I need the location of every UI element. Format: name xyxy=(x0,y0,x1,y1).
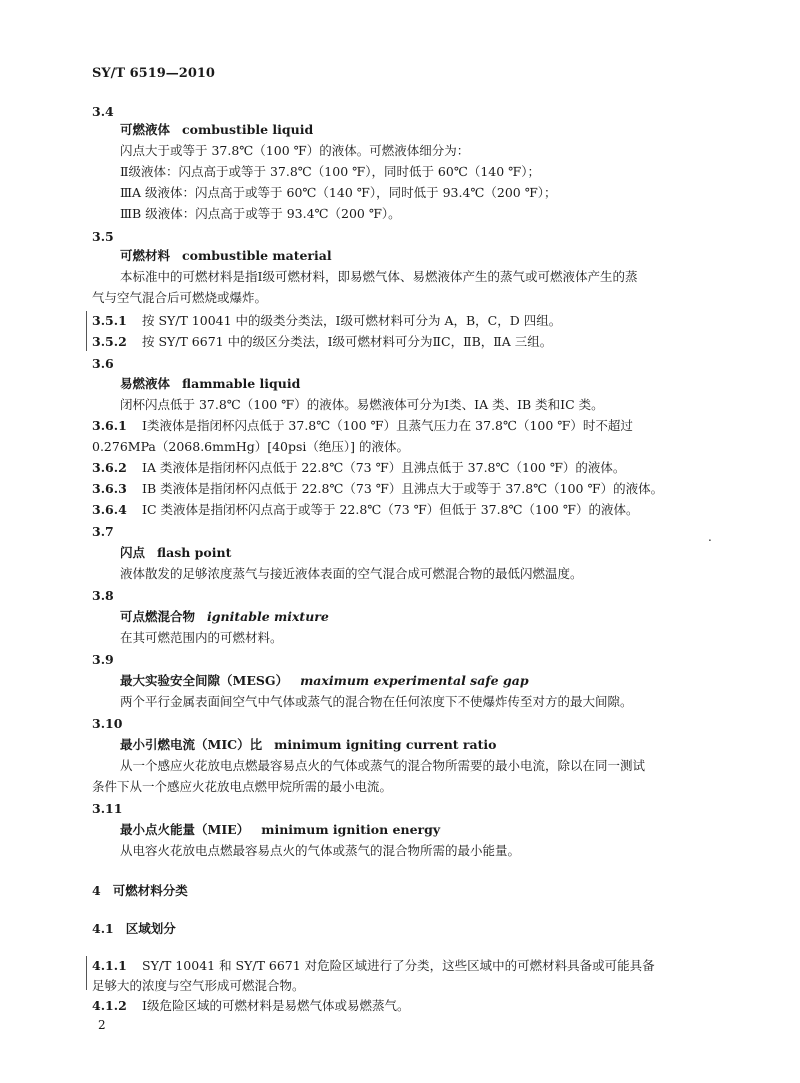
subclause-number: 3.6.4 xyxy=(92,502,127,517)
subclause xyxy=(92,958,655,974)
standard-code-header: SY/T 6519—2010 xyxy=(92,66,215,81)
term-chinese: 最大实验安全间隙（MESG） xyxy=(120,673,289,688)
stray-mark: . xyxy=(708,530,712,544)
definition-text: 两个平行金属表面间空气中气体或蒸气的混合物在任何浓度下不使爆炸传至对方的最大间隙。 xyxy=(120,694,633,709)
term-english: flammable liquid xyxy=(182,376,301,391)
definition-text: 条件下从一个感应火花放电点燃甲烷所需的最小电流。 xyxy=(92,779,393,794)
clause-number: 3.7 xyxy=(92,524,114,539)
subclause xyxy=(92,998,409,1014)
term-english: combustible material xyxy=(182,248,332,263)
term-heading xyxy=(120,122,313,138)
subclause-number: 3.6.3 xyxy=(92,481,127,496)
subclause-number: 3.6.1 xyxy=(92,418,127,433)
term-english: minimum igniting current ratio xyxy=(274,737,497,752)
definition-text: 液体散发的足够浓度蒸气与接近液体表面的空气混合成可燃混合物的最低闪燃温度。 xyxy=(120,566,583,581)
term-chinese: 最小引燃电流（MIC）比 xyxy=(120,737,263,752)
subclause-text: 0.276MPa（2068.6mmHg）[40psi（绝压）] 的液体。 xyxy=(92,439,410,454)
subclause-text: ⅠC 类液体是指闭杯闪点高于或等于 22.8℃（73 ℉）但低于 37.8℃（100 ℉）的液体。 xyxy=(142,502,639,517)
subclause xyxy=(92,313,561,329)
term-chinese: 可燃液体 xyxy=(120,122,171,137)
term-english: flash point xyxy=(157,545,232,560)
term-english: combustible liquid xyxy=(182,122,314,137)
term-heading xyxy=(120,673,529,689)
definition-text: 在其可燃范围内的可燃材料。 xyxy=(120,630,283,645)
subclause-text: 按 SY/T 10041 中的级类分类法，Ⅰ级可燃材料可分为 A，B，C，D 四组。 xyxy=(142,313,562,328)
subclause-text: ⅠB 类液体是指闭杯闪点低于 22.8℃（73 ℉）且沸点大于或等于 37.8℃（100 ℉）的液体。 xyxy=(142,481,664,496)
term-chinese: 最小点火能量（MIE） xyxy=(120,822,250,837)
term-chinese: 闪点 xyxy=(120,545,146,560)
definition-text: 闭杯闪点低于 37.8℃（100 ℉）的液体。易燃液体可分为Ⅰ类、ⅠA 类、ⅠB 类和ⅠC 类。 xyxy=(120,397,604,412)
subclause-text: 足够大的浓度与空气形成可燃混合物。 xyxy=(92,978,305,993)
term-heading xyxy=(120,822,440,838)
subclause xyxy=(92,460,625,476)
clause-number: 3.5 xyxy=(92,229,114,244)
subclause-text: 按 SY/T 6671 中的级区分类法，Ⅰ级可燃材料可分为ⅡC，ⅡB，ⅡA 三组。 xyxy=(142,334,553,349)
definition-text: 闪点大于或等于 37.8℃（100 ℉）的液体。可燃液体细分为： xyxy=(120,143,470,158)
subclause-text: Ⅰ类液体是指闭杯闪点低于 37.8℃（100 ℉）且蒸气压力在 37.8℃（100 ℉）时不超过 xyxy=(142,418,633,433)
subclause-number: 4.1.1 xyxy=(92,958,127,973)
section-number: 4 xyxy=(92,883,101,898)
definition-text: 从一个感应火花放电点燃最容易点火的气体或蒸气的混合物所需要的最小电流，除以在同一测试 xyxy=(120,758,646,773)
section-heading xyxy=(92,883,188,899)
term-chinese: 可燃材料 xyxy=(120,248,171,263)
definition-text: Ⅱ级液体：闪点高于或等于 37.8℃（100 ℉），同时低于 60℃（140 ℉）； xyxy=(120,164,540,179)
subsection-heading xyxy=(92,921,176,937)
clause-number: 3.4 xyxy=(92,104,114,119)
subclause-number: 3.6.2 xyxy=(92,460,127,475)
clause-number: 3.9 xyxy=(92,652,114,667)
term-heading xyxy=(120,609,329,625)
definition-text: ⅢA 级液体：闪点高于或等于 60℃（140 ℉），同时低于 93.4℃（200 ℉）； xyxy=(120,185,557,200)
section-title: 可燃材料分类 xyxy=(112,883,188,898)
subclause-text: Ⅰ级危险区域的可燃材料是易燃气体或易燃蒸气。 xyxy=(142,998,410,1013)
clause-number: 3.11 xyxy=(92,801,123,816)
term-chinese: 可点燃混合物 xyxy=(120,609,196,624)
definition-text: 气与空气混合后可燃烧或爆炸。 xyxy=(92,290,268,305)
subclause xyxy=(92,481,663,497)
subclause-text: ⅠA 类液体是指闭杯闪点低于 22.8℃（73 ℉）且沸点低于 37.8℃（100 ℉）的液体。 xyxy=(142,460,626,475)
subclause-number: 3.5.1 xyxy=(92,313,127,328)
term-heading xyxy=(120,737,496,753)
subclause-text: SY/T 10041 和 SY/T 6671 对危险区域进行了分类，这些区域中的可燃材料具备或可能具备 xyxy=(142,958,655,973)
clause-number: 3.6 xyxy=(92,356,114,371)
term-heading xyxy=(120,545,231,561)
subsection-title: 区域划分 xyxy=(125,921,176,936)
term-chinese: 易燃液体 xyxy=(120,376,171,391)
term-heading xyxy=(120,376,300,392)
subclause-number: 3.5.2 xyxy=(92,334,127,349)
clause-number: 3.8 xyxy=(92,588,114,603)
term-english: maximum experimental safe gap xyxy=(300,673,529,688)
revision-bar xyxy=(86,956,87,990)
subsection-number: 4.1 xyxy=(92,921,114,936)
term-english: minimum ignition energy xyxy=(261,822,441,837)
definition-text: 从电容火花放电点燃最容易点火的气体或蒸气的混合物所需的最小能量。 xyxy=(120,843,521,858)
definition-text: 本标准中的可燃材料是指Ⅰ级可燃材料，即易燃气体、易燃液体产生的蒸气或可燃液体产生的蒸 xyxy=(120,269,638,284)
definition-text: ⅢB 级液体：闪点高于或等于 93.4℃（200 ℉）。 xyxy=(120,206,401,221)
clause-number: 3.10 xyxy=(92,716,123,731)
revision-bar xyxy=(86,311,87,351)
subclause xyxy=(92,334,552,350)
term-heading xyxy=(120,248,332,264)
page-number: 2 xyxy=(98,1018,106,1032)
subclause xyxy=(92,502,638,518)
subclause-number: 4.1.2 xyxy=(92,998,127,1013)
term-english: ignitable mixture xyxy=(207,609,329,624)
subclause xyxy=(92,418,633,434)
